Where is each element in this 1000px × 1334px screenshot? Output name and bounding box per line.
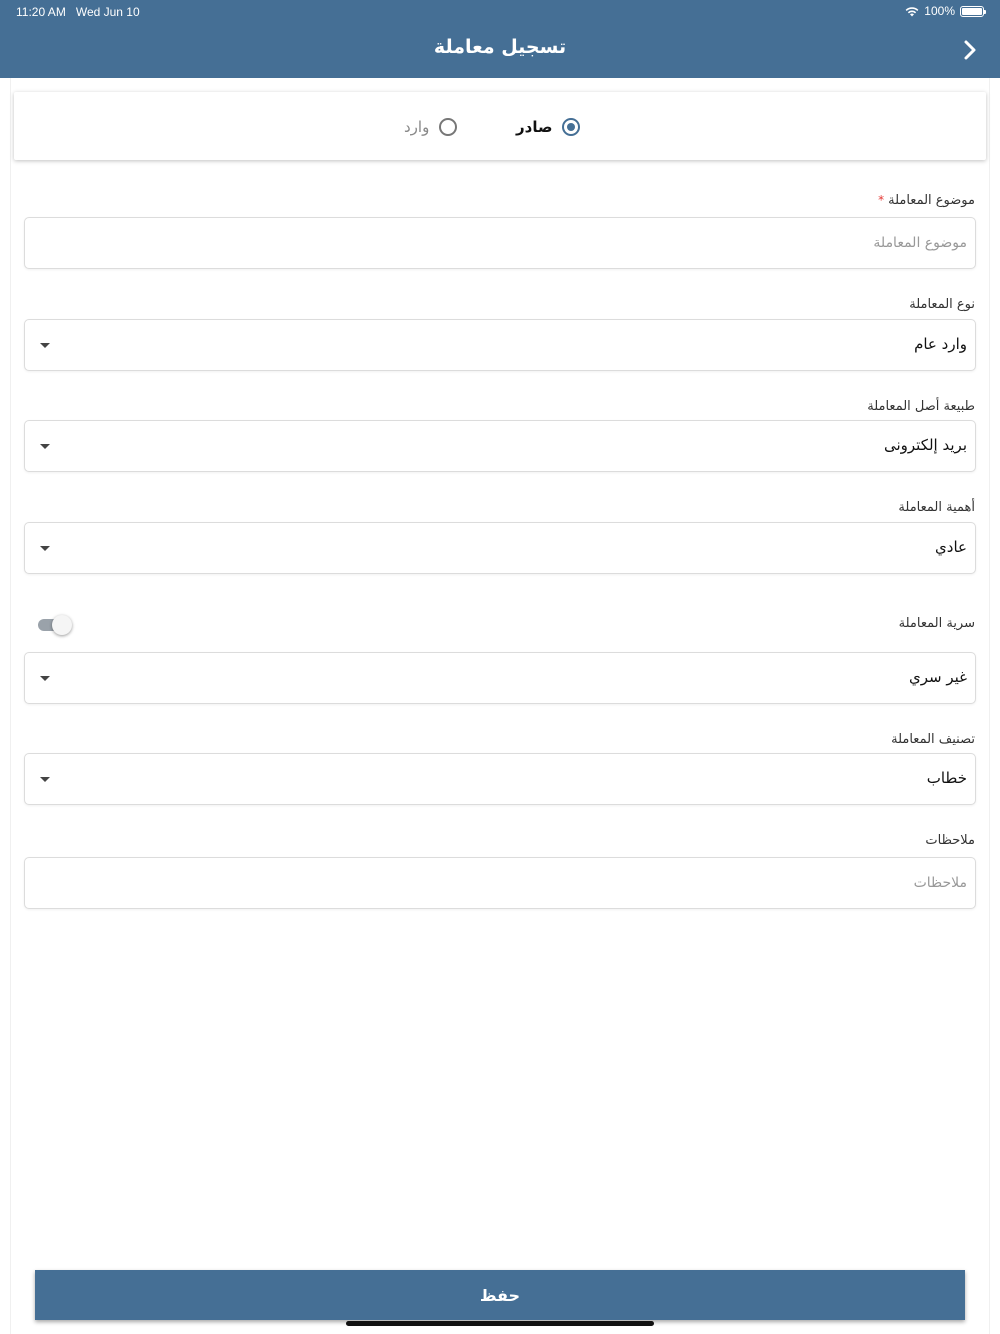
origin-nature-select[interactable] [24,420,976,472]
dropdown-caret-icon [40,546,50,551]
subject-label [878,193,975,208]
status-time-date [16,5,140,19]
notes-label: ملاحظات [925,833,975,848]
subject-input[interactable] [37,218,967,268]
battery-percent: 100% [924,4,955,18]
origin-nature-label: طبيعة أصل المعاملة [867,399,975,414]
dropdown-caret-icon [40,343,50,348]
notes-input[interactable] [37,858,967,908]
radio-selected-icon[interactable] [562,118,580,136]
classification-label: تصنيف المعاملة [891,732,975,747]
dropdown-caret-icon [40,777,50,782]
back-button[interactable] [960,36,980,64]
subject-label-text: موضوع المعاملة [888,193,975,208]
importance-label: أهمية المعاملة [898,500,975,515]
status-indicators [905,4,984,18]
status-date: Wed Jun 10 [75,5,140,19]
save-button[interactable]: حفظ [35,1270,965,1320]
notes-field[interactable] [24,857,976,909]
wifi-icon [905,6,919,17]
confidentiality-label: سرية المعاملة [898,616,975,631]
type-value: وارد عام [914,335,967,353]
importance-select[interactable] [24,522,976,574]
radio-outgoing[interactable] [516,116,580,138]
app-header [0,0,1000,78]
type-label: نوع المعاملة [909,297,975,312]
subject-field[interactable] [24,217,976,269]
chevron-right-icon [963,39,977,61]
confidentiality-select[interactable] [24,652,976,704]
dropdown-caret-icon [40,444,50,449]
radio-incoming[interactable] [404,116,457,138]
classification-value: خطاب [926,769,967,787]
radio-outgoing-label: صادر [516,118,553,136]
confidentiality-value: غير سري [908,668,967,686]
status-time: 11:20 AM [16,5,66,19]
radio-incoming-label: وارد [404,118,430,136]
origin-nature-value: بريد إلكترونى [883,436,967,454]
type-select[interactable] [24,319,976,371]
home-indicator[interactable] [346,1321,654,1326]
confidentiality-toggle[interactable] [38,615,72,635]
required-mark: * [878,193,885,207]
toggle-knob [52,615,72,635]
battery-icon [960,6,984,17]
radio-unselected-icon[interactable] [439,118,457,136]
direction-card [14,92,986,160]
classification-select[interactable] [24,753,976,805]
importance-value: عادي [935,538,967,556]
dropdown-caret-icon [40,676,50,681]
page-title: تسجيل معاملة [433,36,567,58]
